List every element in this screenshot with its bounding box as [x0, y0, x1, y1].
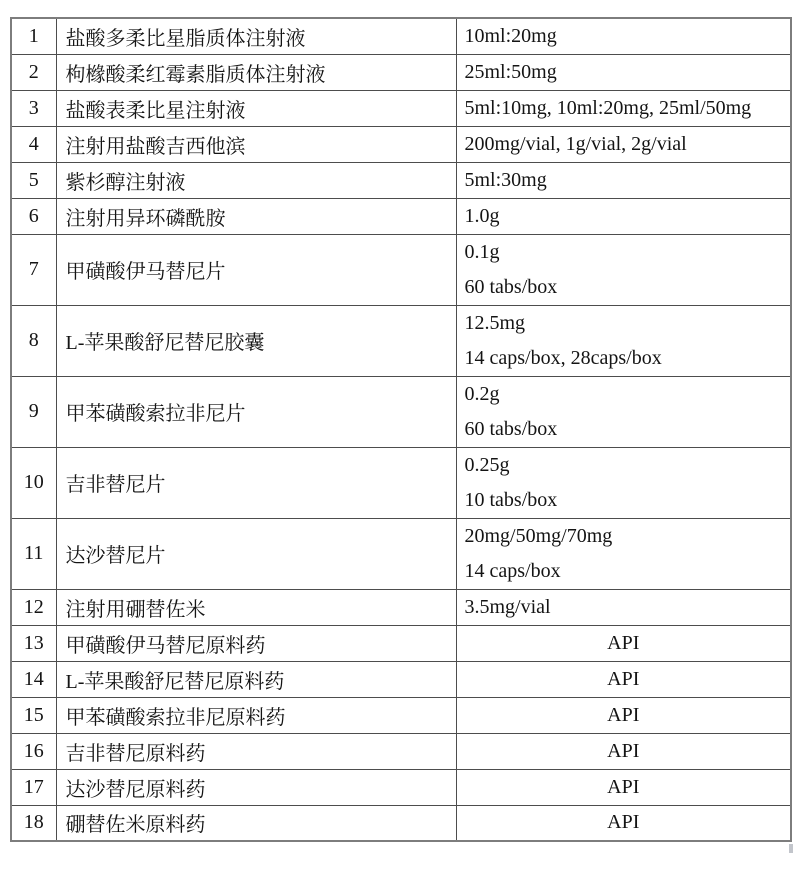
table-row [11, 697, 791, 733]
spec-line: 10 tabs/box [464, 488, 558, 511]
product-name-cell: 吉非替尼原料药 [56, 733, 456, 769]
product-name-cell: 甲磺酸伊马替尼片 [56, 234, 456, 305]
product-name-cell: 紫杉醇注射液 [56, 162, 456, 198]
table-row [11, 305, 791, 376]
row-number-cell: 15 [11, 697, 56, 733]
corner-artifact [789, 844, 793, 853]
row-number-cell: 6 [11, 198, 56, 234]
product-name-cell: 注射用盐酸吉西他滨 [56, 126, 456, 162]
product-spec-table [10, 17, 792, 842]
product-name-cell: 吉非替尼片 [56, 447, 456, 518]
product-name-cell: 盐酸表柔比星注射液 [56, 90, 456, 126]
product-name-cell: 硼替佐米原料药 [56, 805, 456, 841]
product-spec-cell: 3.5mg/vial [456, 589, 791, 625]
spec-line: 60 tabs/box [464, 417, 558, 440]
product-spec-cell: 200mg/vial, 1g/vial, 2g/vial [456, 126, 791, 162]
product-spec-cell [456, 376, 791, 447]
product-name-cell: L-苹果酸舒尼替尼胶囊 [56, 305, 456, 376]
table-body [11, 18, 791, 841]
table-row [11, 518, 791, 589]
row-number-cell: 17 [11, 769, 56, 805]
row-number-cell: 18 [11, 805, 56, 841]
row-number-cell: 2 [11, 54, 56, 90]
product-name-cell: L-苹果酸舒尼替尼原料药 [56, 661, 456, 697]
spec-line: 20mg/50mg/70mg [464, 524, 613, 547]
spec-line: 14 caps/box, 28caps/box [464, 346, 662, 369]
spec-line: 60 tabs/box [464, 275, 558, 298]
row-number-cell: 4 [11, 126, 56, 162]
spec-line: 12.5mg [464, 311, 526, 334]
table-row [11, 625, 791, 661]
product-spec-cell: API [456, 769, 791, 805]
spec-line: 0.1g [464, 240, 500, 263]
product-spec-cell: API [456, 661, 791, 697]
table-row [11, 733, 791, 769]
product-spec-cell: API [456, 805, 791, 841]
row-number-cell: 8 [11, 305, 56, 376]
product-name-cell: 盐酸多柔比星脂质体注射液 [56, 18, 456, 54]
row-number-cell: 5 [11, 162, 56, 198]
table-row [11, 447, 791, 518]
row-number-cell: 3 [11, 90, 56, 126]
product-name-cell: 达沙替尼原料药 [56, 769, 456, 805]
spec-line: 0.2g [464, 382, 500, 405]
product-name-cell: 甲苯磺酸索拉非尼片 [56, 376, 456, 447]
product-spec-cell: API [456, 697, 791, 733]
product-name-cell: 注射用异环磷酰胺 [56, 198, 456, 234]
product-name-cell: 甲苯磺酸索拉非尼原料药 [56, 697, 456, 733]
row-number-cell: 13 [11, 625, 56, 661]
table-row [11, 376, 791, 447]
product-spec-cell: 5ml:30mg [456, 162, 791, 198]
product-spec-cell [456, 518, 791, 589]
product-spec-cell: 10ml:20mg [456, 18, 791, 54]
spec-line: 0.25g [464, 453, 510, 476]
table-row [11, 54, 791, 90]
table-row [11, 90, 791, 126]
product-name-cell: 达沙替尼片 [56, 518, 456, 589]
product-name-cell: 枸橼酸柔红霉素脂质体注射液 [56, 54, 456, 90]
product-name-cell: 注射用硼替佐米 [56, 589, 456, 625]
product-spec-cell: 5ml:10mg, 10ml:20mg, 25ml/50mg [456, 90, 791, 126]
product-spec-cell [456, 234, 791, 305]
row-number-cell: 1 [11, 18, 56, 54]
table-row [11, 18, 791, 54]
product-name-cell: 甲磺酸伊马替尼原料药 [56, 625, 456, 661]
row-number-cell: 10 [11, 447, 56, 518]
product-spec-cell: API [456, 733, 791, 769]
row-number-cell: 16 [11, 733, 56, 769]
table-row [11, 805, 791, 841]
row-number-cell: 14 [11, 661, 56, 697]
product-spec-cell: 1.0g [456, 198, 791, 234]
table-row [11, 589, 791, 625]
row-number-cell: 12 [11, 589, 56, 625]
table-row [11, 198, 791, 234]
table-row [11, 769, 791, 805]
product-spec-cell: API [456, 625, 791, 661]
row-number-cell: 7 [11, 234, 56, 305]
row-number-cell: 11 [11, 518, 56, 589]
spec-line: 14 caps/box [464, 559, 561, 582]
product-spec-cell: 25ml:50mg [456, 54, 791, 90]
table-row [11, 661, 791, 697]
table-row [11, 234, 791, 305]
product-spec-cell [456, 305, 791, 376]
product-spec-cell [456, 447, 791, 518]
table-row [11, 126, 791, 162]
row-number-cell: 9 [11, 376, 56, 447]
table-row [11, 162, 791, 198]
